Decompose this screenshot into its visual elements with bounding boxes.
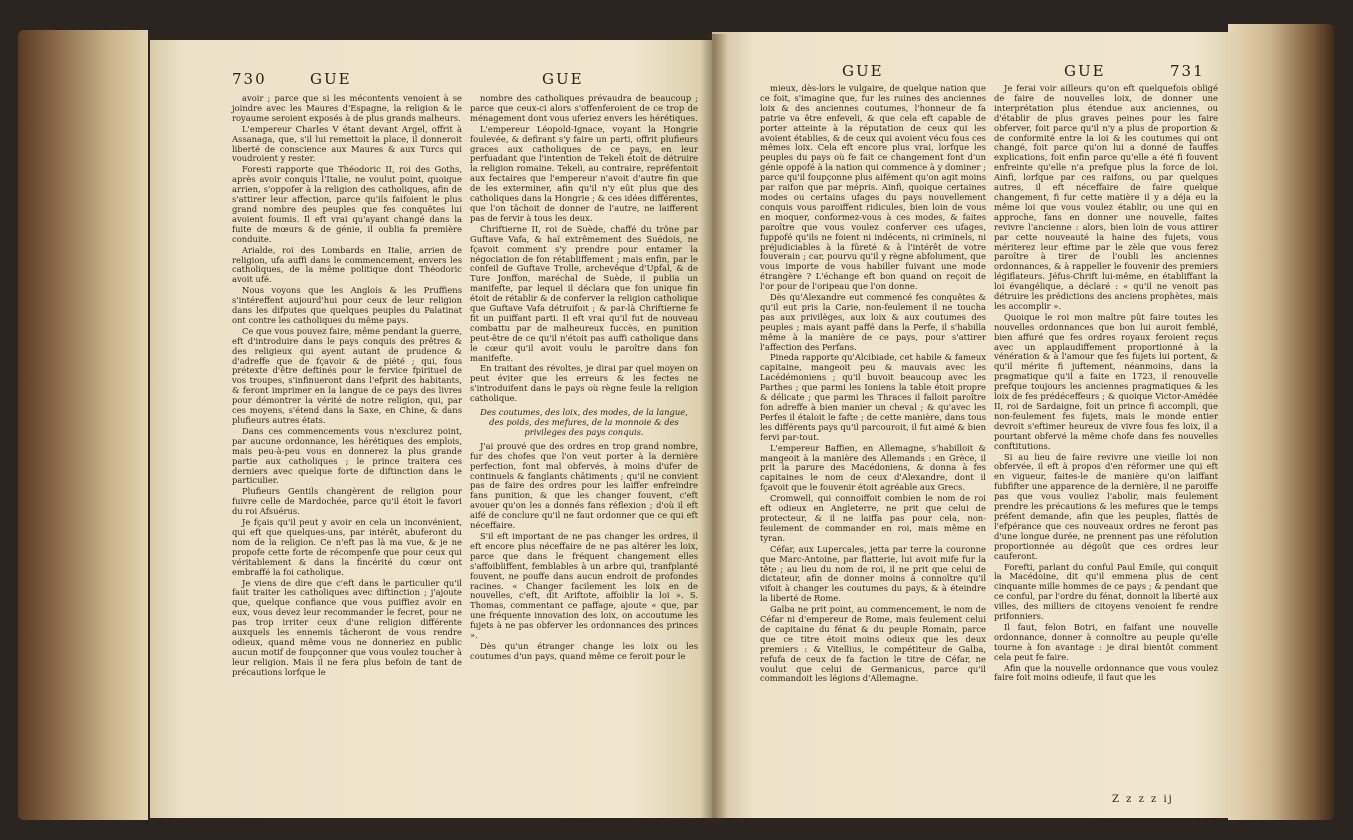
paragraph: En traitant des révoltes, je dirai par quel moyen on peut éviter que les erreurs & les fectes ne s'introduifent dans le pays où règne feule la religion catholique. xyxy=(470,363,698,404)
paragraph: avoir ; parce que si les mécontents venoient à se joindre avec les Maures d'Espagne, la religion & le royaume seroient exposés à de plus grands malheurs. xyxy=(232,93,462,123)
left-running-head-2: GUE xyxy=(542,70,584,88)
right-running-head-1: GUE xyxy=(842,62,884,80)
paragraph: L'empereur Léopold-Ignace, voyant la Hongrie foulevée, & defirant s'y faire un parti, offrit plufieurs graces aux catholiques de ce pays, en leur perfuadant que l'intention de Tekeli étoit de détruire la religion romaine. Tekeli, au contraire, repréfentoit aux fectaires que l'empereur n'avoit d'autre fin que de les exterminer, afin qu'il n'y eût plus que des catholiques dans la Hongrie ; & ces idées différentes, que l'on tâchoit de donner de l'autre, ne laifferent pas de fervir à tous les deux. xyxy=(470,123,698,223)
right-page-number: 731 xyxy=(1170,62,1205,80)
paragraph: Si au lieu de faire revivre une vieille loi non obfervée, il eft à propos d'en réformer une qui eft en vigueur, faites-le de manière qu'on laiffant fubfifter une apparence de la dernière, il ne paroiffe pas que vous vouliez l'abolir, mais feulement prendre les précautions & les mefures que le temps préfent demande, afin que les peuples, flattés de l'efpérance que ces nouveaux ordres ne feront pas d'une longue durée, ne prennent pas une réfolution proportionnée au dégoût que ces ordres leur cauferont. xyxy=(994,451,1218,561)
book-gutter xyxy=(700,34,728,824)
paragraph: Céfar, aux Lupercales, jetta par terre la couronne que Marc-Antoine, par flatterie, lui avoit mife fur la tête ; au lieu du nom de roi, il ne prit que celui de dictateur, afin de donner moins à connoître qu'il vifoit à changer les coutumes du pays, & à éteindre la liberté de Rome. xyxy=(760,543,986,604)
left-page-number: 730 xyxy=(232,70,267,88)
paragraph: Je ferai voir ailleurs qu'on eft quelquefois obligé de faire de nouvelles loix, de donner une interprétation plus étendue aux anciennes, ou d'établir de plus graves peines pour les faire obferver, foit parce qu'il n'y a plus de proportion & de conformité entre la loi & les coutumes qui ont changé, foit parce qu'on lui a donné de fauffes explications, foit enfin parce qu'elle a été fi fouvent enfreinte qu'elle n'a prefque plus la force de loi. Ainfi, lorfque par ces raifons, ou par quelques autres, il eft néceffaire de faire quelque changement, fi fur cette matière il y a déja eu la même loi que vous voulez établir, ou une qui en approche, fans en donner une nouvelle, faites revivre l'ancienne : alors, bien loin de vous attirer par cette nouveauté la haine des fujets, vous mériterez leur eftime par le zèle que vous ferez paroître à tirer de l'oubli les anciennes ordonnances, & à rappeller le fouvenir des premiers légiflateurs. Jéfus-Chrift lui-même, en établiffant la loi évangélique, a déclaré : « qu'il ne venoit pas détruire les prédictions des anciens prophètes, mais les accomplir ». xyxy=(994,83,1218,311)
paragraph: Ce que vous pouvez faire, même pendant la guerre, eft d'introduire dans le pays conquis des prêtres & des religieux qui ayent autant de prudence & d'adreffe que de fçavoir & de piété ; qui, fous prétexte d'être deftinés pour le fervice fpirituel de vos troupes, s'infinueront dans l'efprit des habitants, & feront imprimer en la langue de ce pays des livres pour démontrer la vérité de notre religion, qui, par ces moyens, s'étend dans la Saxe, en Chine, & dans plufieurs autres états. xyxy=(232,325,462,425)
paragraph: J'ai prouvé que des ordres en trop grand nombre, fur des chofes que l'on veut porter à la dernière perfection, font mal obfervés, à moins d'ufer de continuels & fanglants châtiments ; qu'il ne convient pas de faire des ordres pour les laiffer enfreindre fans punition, & que les changer fouvent, c'eft avouer qu'on les a donnés fans réflexion ; d'où il eft aifé de conclure qu'il ne faut ordonner que ce qui eft néceffaire. xyxy=(470,440,698,531)
paragraph: Pineda rapporte qu'Alcibiade, cet habile & fameux capitaine, mangeoit peu & mauvais avec les Lacédémoniens ; qu'il buvoit beaucoup avec les Parthes ; que parmi les Ioniens la table étoit propre & délicate ; que parmi les Thraces il falloit paroître fon adreffe à bien manier un cheval ; & qu'avec les Perfes il étaloit le fafte ; de cette manière, dans tous les différents pays qu'il parcouroit, il fut aimé & bien fervi par-tout. xyxy=(760,352,986,442)
paragraph: Quoique le roi mon maître pût faire toutes les nouvelles ordonnances que bon lui auroit femblé, bien affuré que fes ordres royaux feroient reçus avec un applaudiffement proportionné à la vénération & à l'amour que fes fujets lui portent, & qu'il mérite fi juftement, néanmoins, dans la pragmatique qu'il a faite en 1723, il renouvelle prefque toujours les anciennes pragmatiques & les loix de fes prédéceffeurs ; & quoique Victor-Amédée II, roi de Sardaigne, foit un prince fi accompli, que non-feulement fes fujets, mais le monde entier devroit s'eftimer heureux de vivre fous fes loix, il a pourtant obfervé la même chofe dans fes nouvelles conftitutions. xyxy=(994,311,1218,451)
paragraph: Dès qu'Alexandre eut commencé fes conquêtes & qu'il eut pris la Carie, non-feulement il ne toucha pas aux privilèges, aux loix & aux coutumes des peuples ; mais ayant paffé dans la Perfe, il s'habilla même à la manière de ce pays, pour s'attirer l'affection des Perfans. xyxy=(760,292,986,352)
paragraph: mieux, dès-lors le vulgaire, de quelque nation que ce foit, s'imagine que, fur les ruines des anciennes loix & des anciennes coutumes, l'honneur de fa patrie va être enfeveli, & que cela eft capable de porter atteinte à la réputation de ceux qui les avoient établies, & de ceux qui avoient vécu fous ces mêmes loix. Cela eft encore plus vrai, lorfque les peuples du pays où fe fait ce changement font d'un génie oppofé à la nation qui commence à y dominer ; parce qu'il foupçonne plus aifément qu'on agit moins par raifon que par mépris. Ainfi, quoique certaines modes ou certains ufages du pays nouvellement conquis vous paroiffent ridicules, bien loin de vous en moquer, conformez-vous à ces modes, & faites paroître que vous voulez conferver ces ufages, fuppofé qu'ils ne foient ni indécents, ni criminels, ni préjudiciables à la fûreté & à l'intérêt de votre fouverain ; car, pourvu qu'il y règne abfolument, que vous importe de vous habiller fuivant une mode étrangère ? L'échange eft bon quand on reçoit de l'or pour de l'oripeau que l'on donne. xyxy=(760,83,986,292)
left-column-1 xyxy=(232,94,462,679)
paragraph: nombre des catholiques prévaudra de beaucoup ; parce que ceux-ci alors s'offenferoient de ce trop de ménagement dont vous uferiez envers les hérétiques. xyxy=(470,93,698,123)
left-page xyxy=(150,40,718,818)
paragraph: Nous voyons que les Anglois & les Pruffiens s'intéreffent aujourd'hui pour ceux de leur religion dans les difputes que quelques peuples du Palatinat ont contre les catholiques du même pays. xyxy=(232,285,462,325)
section-title: Des coutumes, des loix, des modes, de la langue, des poids, des mefures, de la monnoie & des privileges des pays conquis. xyxy=(480,407,688,437)
right-page-edges xyxy=(1228,24,1334,820)
right-running-head-2: GUE xyxy=(1064,62,1106,80)
paragraph: Cromwell, qui connoiffoit combien le nom de roi eft odieux en Angleterre, ne prit que celui de protecteur, & il ne laiffa pas pour cela, non-feulement de commander en roi, mais même en tyran. xyxy=(760,493,986,543)
signature-mark: Z z z z ij xyxy=(1112,794,1174,805)
paragraph: Forefti, parlant du conful Paul Emile, qui conquit la Macédoine, dit qu'il emmena plus de cent cinquante mille hommes de ce pays ; & pendant que ce conful, par l'ordre du fénat, donnoit la liberté aux villes, des milliers de citoyens venoient fe rendre prifonniers. xyxy=(994,561,1218,622)
paragraph: L'empereur Charles V étant devant Argel, offrit à Assanaga, que, s'il lui remettoit la place, il donneroit liberté de conscience aux Maures & aux Turcs qui voudroient y rester. xyxy=(232,123,462,164)
paragraph: Afin que la nouvelle ordonnance que vous voulez faire foit moins odieufe, il faut que les xyxy=(994,662,1218,683)
left-column-2 xyxy=(470,94,698,663)
paragraph: Galba ne prit point, au commencement, le nom de Céfar ni d'empereur de Rome, mais feulement celui de capitaine du fénat & du peuple Romain, parce que ce titre étoit moins odieux que les deux premiers : & Vitellius, le compétiteur de Galba, refufa de ceux de fa faction le titre de Céfar, ne voulut que celui de Germanicus, parce qu'il commandoit les légions d'Allemagne. xyxy=(760,604,986,684)
paragraph: Je viens de dire que c'eft dans le particulier qu'il faut traiter les catholiques avec diftinction ; j'ajoute que, quelque confiance que vous puiffiez avoir en eux, vous devez leur recommander le fecret, pour ne pas trop irriter ceux d'une religion différente auxquels les ennemis tâcheront de vous rendre odieux, quand même vous ne donneriez en public aucun motif de foupçonner que vous voulez toucher à leur religion. Mais il ne fera plus befoin de tant de précautions lorfque le xyxy=(232,577,462,677)
paragraph: Je fçais qu'il peut y avoir en cela un inconvénient, qui eft que quelques-uns, par intérêt, abuferont du nom de la religion. Ce n'eft pas là ma vue, & je ne propofe cette forte de récompenfe que pour ceux qui véritablement & dans la fincérité du cœur ont embraffé la foi catholique. xyxy=(232,517,462,577)
paragraph: Plufieurs Gentils changèrent de religion pour fuivre celle de Mardochée, parce qu'il étoit le favori du roi Afsuérus. xyxy=(232,486,462,517)
paragraph: L'empereur Baffien, en Allemagne, s'habilloit & mangeoit à la manière des Allemands : en Grèce, il prit la parure des Macédoniens, & donna à fes capitaines le nom de ceux d'Alexandre, dont il fçavoit que le fouvenir étoit agréable aux Grecs. xyxy=(760,442,986,493)
paragraph: Arialde, roi des Lombards en Italie, arrien de religion, ufa auffi dans le commencement, envers les catholiques, de la même politique dont Théodoric avoit ufé. xyxy=(232,244,462,285)
right-column-2 xyxy=(994,84,1218,684)
paragraph: Dans ces commencements vous n'exclurez point, par aucune ordonnance, les hérétiques des emplois, mais peu-à-peu vous en donnerez la plus grande partie aux catholiques ; le prince traitera ces derniers avec quelque forte de diftinction dans le particulier. xyxy=(232,425,462,486)
paragraph: S'il eft important de ne pas changer les ordres, il eft encore plus néceffaire de ne pas altérer les loix, parce que dans le fréquent changement elles s'affoibliffent, femblables à un arbre qui, tranfplanté fouvent, ne pouffe dans aucun endroit de profondes racines. « Changer facilement les loix en de nouvelles, c'eft, dit Ariftote, affoiblir la loi ». S. Thomas, commentant ce paffage, ajoute « que, par une fréquente innovation des loix, on accoutume les fujets à ne pas obferver les ordonnances des princes ». xyxy=(470,530,698,641)
right-page xyxy=(712,32,1236,818)
paragraph: Dès qu'un étranger change les loix ou les coutumes d'un pays, quand même ce feroit pour le xyxy=(470,640,698,661)
paragraph: Chriftierne II, roi de Suède, chaffé du trône par Guftave Vafa, & haï extrêmement des Suédois, ne fçavoit comment s'y prendre pour entamer la négociation de fon rétabliffement ; mais enfin, par le confeil de Guftave Trolle, archevêque d'Upfal, & de Ture Jonffon, maréchal de Suède, il publia un manifefte, par lequel il déclara que fon unique fin étoit de rétablir & de conferver la religion catholique que Guftave Vafa détruifoit ; & par-là Chriftierne fe fit un puiffant parti. Il eft vrai qu'il fut de nouveau combattu par de malheureux fuccès, en punition peut-être de ce qu'il n'étoit pas auffi catholique dans le cœur qu'il avoit voulu le paroître dans fon manifefte. xyxy=(470,223,698,363)
left-running-head-1: GUE xyxy=(310,70,352,88)
left-page-edges xyxy=(18,30,148,820)
right-column-1 xyxy=(760,84,986,685)
paragraph: Foresti rapporte que Théodoric II, roi des Goths, après avoir conquis l'Italie, ne voulut point, quoique arrien, s'oppofer à la religion des catholiques, afin de s'attirer leur affection, parce qu'ils faifoient le plus grand nombre des peuples que fes conquêtes lui avoient foumis. Il eft vrai qu'ayant changé dans la fuite de mœurs & de génie, il oublia fa première conduite. xyxy=(232,164,462,244)
paragraph: Il faut, felon Botri, en faifant une nouvelle ordonnance, donner à connoître au peuple qu'elle tourne à fon avantage : je dirai bientôt comment cela peut fe faire. xyxy=(994,621,1218,662)
